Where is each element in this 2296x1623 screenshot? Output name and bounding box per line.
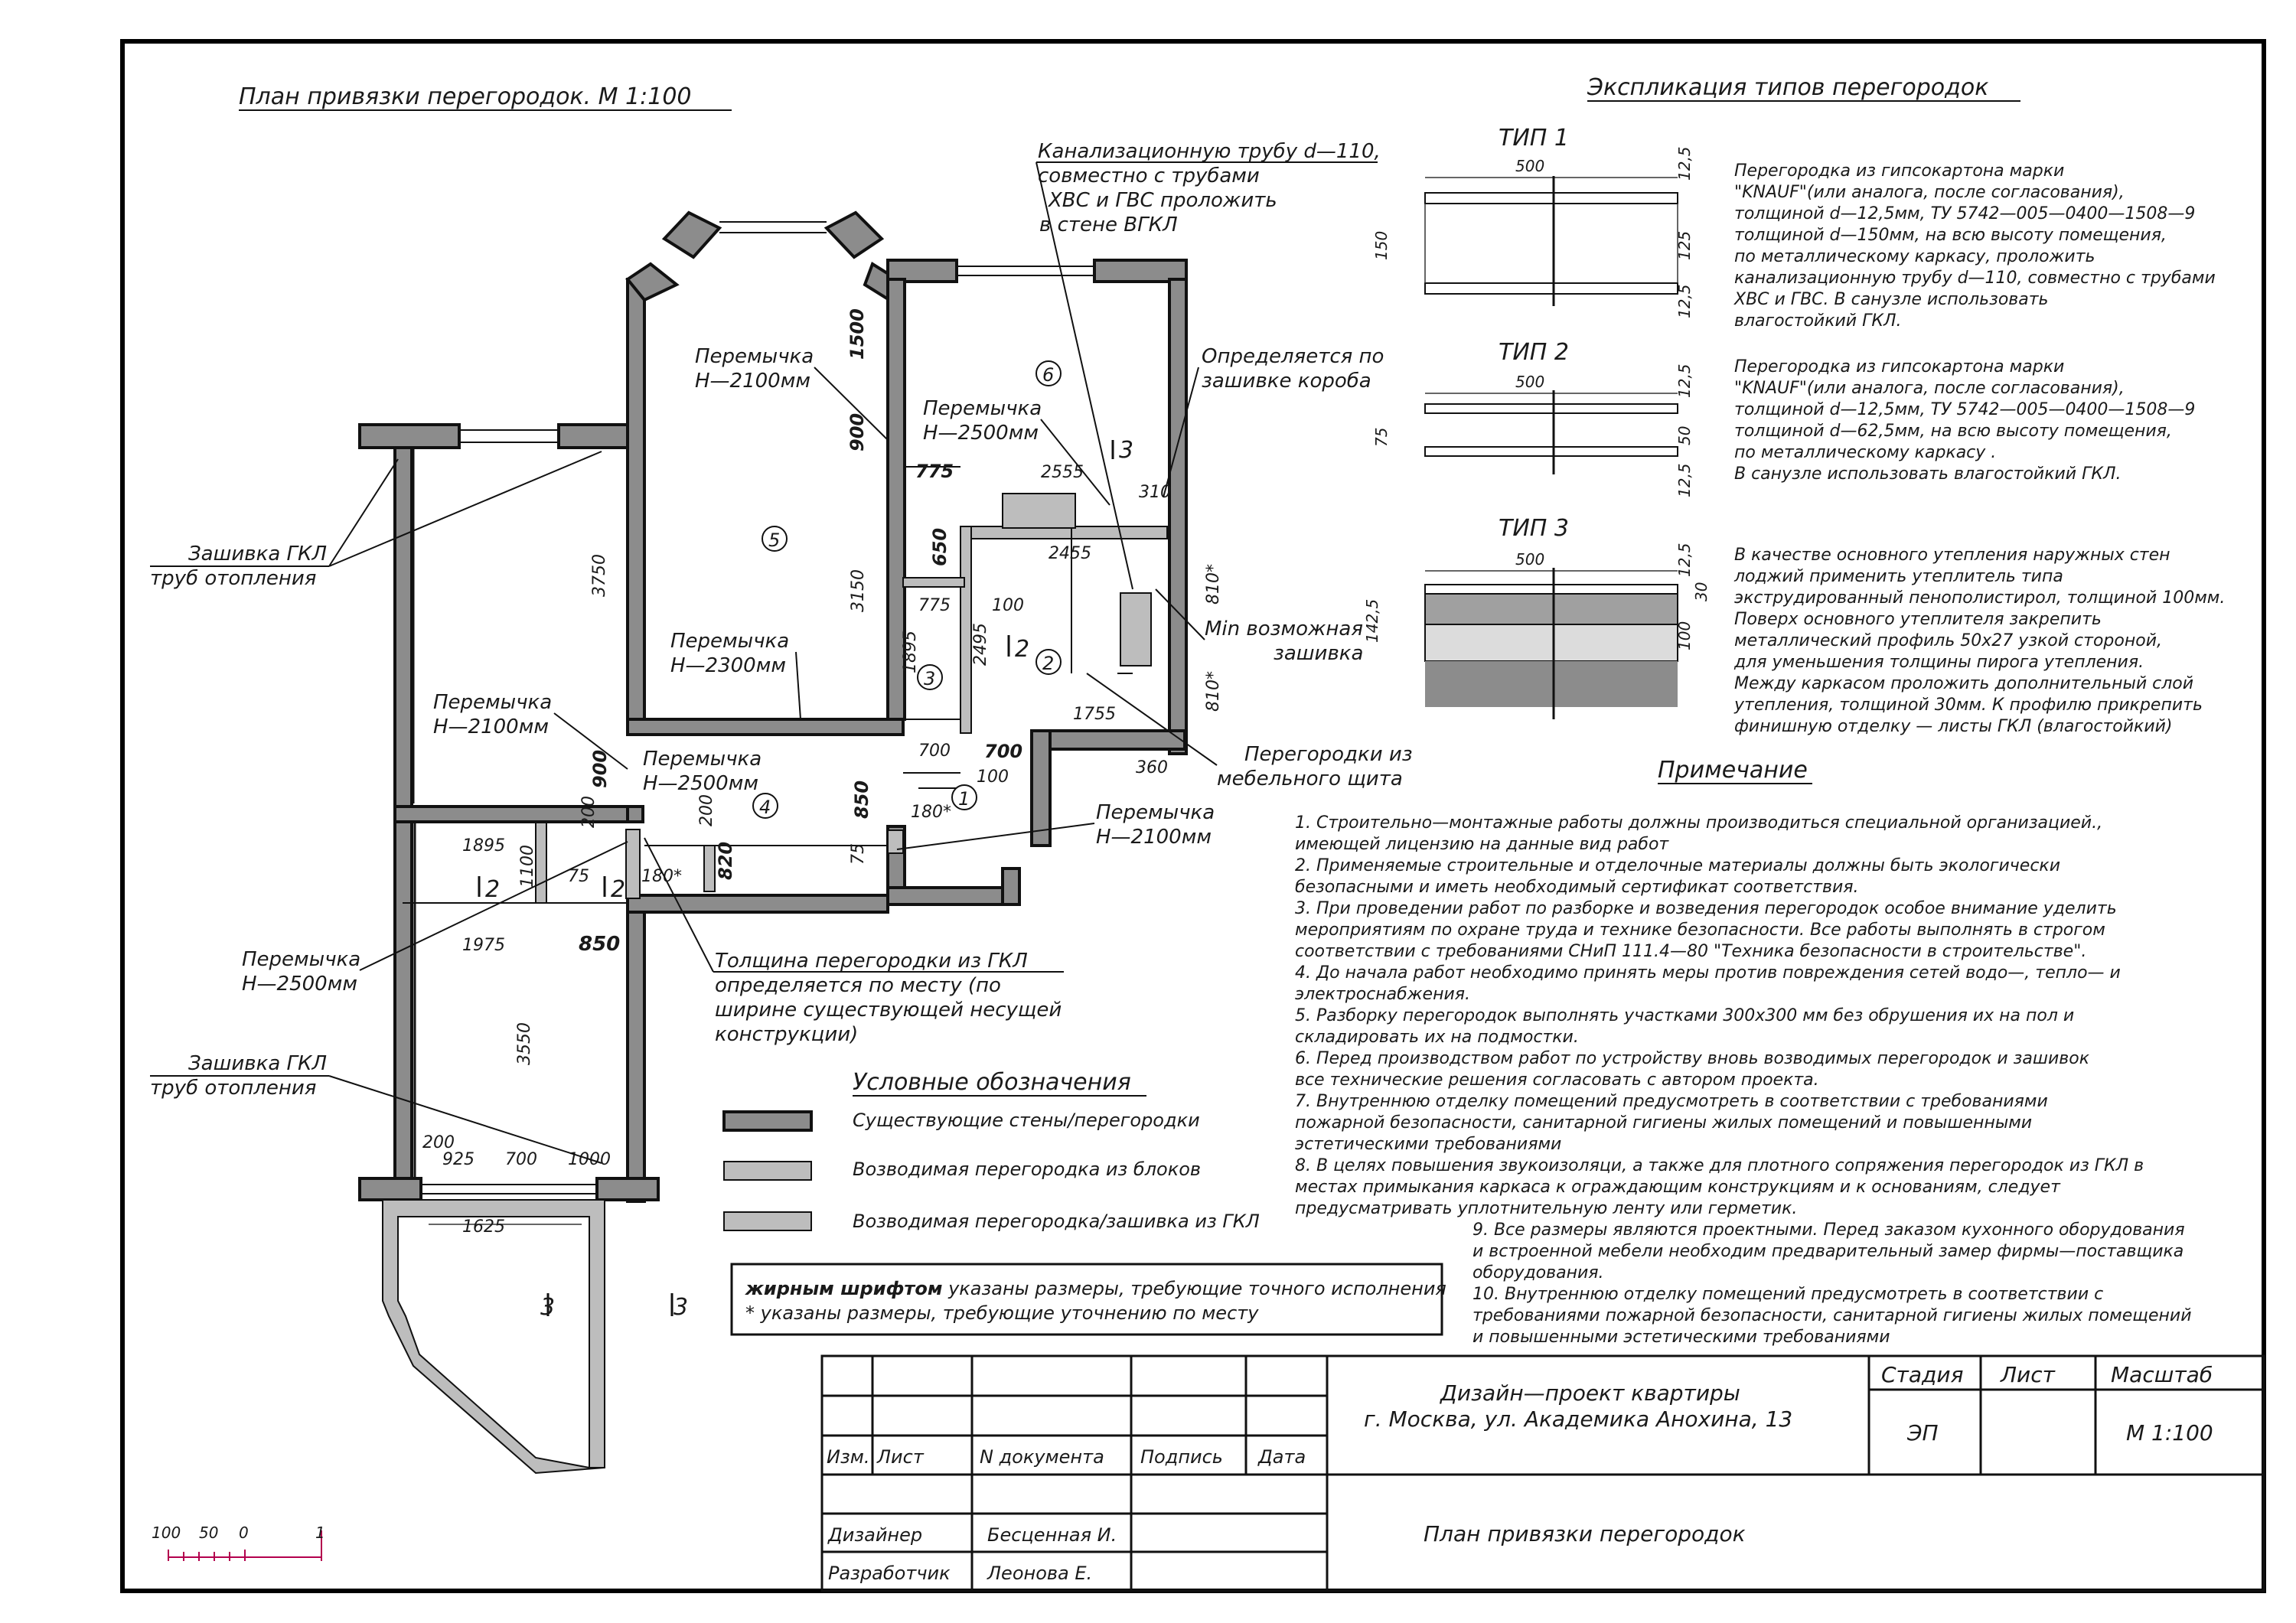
svg-text:8. В целях повышения звукоизол: 8. В целях повышения звукоизоляци, а также для плотного сопряжения перегородок из ГКЛ в	[1295, 1156, 2144, 1175]
svg-text:650: 650	[929, 527, 951, 566]
svg-text:Перемычка: Перемычка	[923, 397, 1042, 420]
svg-text:2: 2	[611, 876, 626, 903]
svg-text:Н—2500мм: Н—2500мм	[242, 973, 357, 996]
svg-text:электроснабжения.: электроснабжения.	[1295, 985, 1470, 1004]
svg-text:810*: 810*	[1204, 671, 1223, 712]
svg-text:Н—2500мм: Н—2500мм	[923, 422, 1039, 445]
svg-text:2: 2	[485, 876, 501, 903]
svg-text:1755: 1755	[1073, 705, 1116, 724]
room-4: 4	[759, 797, 771, 818]
svg-text:Зашивка ГКЛ: Зашивка ГКЛ	[188, 1052, 328, 1075]
svg-text:толщиной d—12,5мм, ТУ 5742—005: толщиной d—12,5мм, ТУ 5742—005—0400—1508—9	[1734, 400, 2196, 419]
svg-text:Дизайнер: Дизайнер	[828, 1524, 923, 1546]
svg-text:Н—2100мм: Н—2100мм	[433, 715, 549, 738]
svg-text:безопасными и иметь необходимы: безопасными и иметь необходимый сертификат соответствия.	[1295, 878, 1859, 897]
svg-text:3750: 3750	[590, 554, 609, 597]
room-1: 1	[958, 788, 970, 810]
svg-text:Канализационную трубу d—110,: Канализационную трубу d—110,	[1038, 140, 1381, 163]
svg-text:"KNAUF"(или аналога, после сог: "KNAUF"(или аналога, после согласования),	[1734, 379, 2125, 398]
svg-text:В санузле использовать влагост: В санузле использовать влагостойкий ГКЛ.	[1734, 464, 2122, 484]
svg-text:75: 75	[568, 867, 589, 886]
svg-text:N документа: N документа	[980, 1446, 1104, 1468]
svg-text:оборудования.: оборудования.	[1473, 1263, 1604, 1282]
svg-text:180*: 180*	[641, 867, 682, 886]
svg-text:Масштаб: Масштаб	[2111, 1362, 2213, 1387]
svg-text:ТИП 1: ТИП 1	[1499, 125, 1569, 152]
svg-text:Перемычка: Перемычка	[695, 345, 814, 368]
svg-text:1500: 1500	[846, 308, 868, 360]
svg-text:2555: 2555	[1041, 463, 1084, 482]
svg-text:500: 500	[1515, 550, 1545, 569]
svg-text:775: 775	[918, 596, 951, 615]
svg-text:совместно с трубами: совместно с трубами	[1038, 165, 1260, 187]
svg-text:200: 200	[697, 794, 716, 826]
svg-text:925: 925	[442, 1150, 475, 1169]
svg-text:0: 0	[239, 1524, 249, 1542]
svg-text:Возводимая перегородка/зашивка: Возводимая перегородка/зашивка из ГКЛ	[853, 1211, 1260, 1232]
svg-text:12,5: 12,5	[1675, 363, 1694, 398]
svg-text:толщиной d—62,5мм, на всю высо: толщиной d—62,5мм, на всю высоту помещения,	[1734, 422, 2172, 441]
notes-title: Примечание	[1658, 757, 1808, 784]
svg-text:850: 850	[579, 933, 621, 956]
svg-text:зашивка: зашивка	[1274, 642, 1364, 665]
svg-text:1975: 1975	[462, 936, 505, 955]
svg-text:Лист: Лист	[2001, 1362, 2055, 1387]
svg-text:200: 200	[579, 796, 598, 828]
svg-text:Лист: Лист	[877, 1446, 924, 1468]
svg-text:влагостойкий ГКЛ.: влагостойкий ГКЛ.	[1734, 311, 1902, 331]
svg-text:1625: 1625	[462, 1217, 505, 1237]
svg-text:700: 700	[505, 1150, 537, 1169]
svg-text:Бесценная И.: Бесценная И.	[987, 1524, 1117, 1546]
svg-text:50: 50	[1675, 425, 1694, 445]
svg-text:775: 775	[915, 461, 954, 482]
svg-text:1. Строительно—монтажные работ: 1. Строительно—монтажные работы должны производиться специальной организацией.,	[1295, 813, 2103, 833]
svg-text:Н—2500мм: Н—2500мм	[643, 772, 758, 795]
svg-text:Дата: Дата	[1258, 1446, 1306, 1468]
svg-text:2. Применяемые строительные и: 2. Применяемые строительные и отделочные материалы должны быть экологически	[1295, 856, 2061, 875]
svg-text:Н—2100мм: Н—2100мм	[1096, 826, 1212, 849]
svg-text:Стадия: Стадия	[1881, 1362, 1964, 1387]
svg-text:10. Внутреннюю отделку помещен: 10. Внутреннюю отделку помещений предусмотреть в соответствии с	[1473, 1285, 2104, 1304]
svg-text:7. Внутреннюю отделку помещени: 7. Внутреннюю отделку помещений предусмотреть в соответствии с требованиями	[1295, 1092, 2048, 1111]
svg-text:12,5: 12,5	[1675, 146, 1694, 181]
svg-text:500: 500	[1515, 373, 1545, 391]
svg-text:труб отопления: труб отопления	[150, 1077, 317, 1100]
svg-text:75: 75	[1372, 427, 1391, 447]
svg-text:финишную отделку — листы ГКЛ (: финишную отделку — листы ГКЛ (влагостойкий)	[1734, 717, 2173, 736]
svg-text:4. До начала работ необходимо: 4. До начала работ необходимо принять меры против повреждения сетей водо—, тепло— и	[1295, 963, 2121, 983]
svg-text:2: 2	[1015, 636, 1030, 663]
svg-text:500: 500	[1515, 157, 1545, 175]
svg-text:900: 900	[846, 412, 868, 451]
svg-text:3: 3	[540, 1294, 556, 1321]
svg-text:толщиной d—150мм, на всю высот: толщиной d—150мм, на всю высоту помещения,	[1734, 226, 2167, 245]
svg-text:1895: 1895	[462, 836, 505, 855]
svg-text:Разработчик: Разработчик	[828, 1563, 951, 1584]
svg-text:М 1:100: М 1:100	[2126, 1420, 2213, 1445]
svg-text:экструдированный пенополистиро: экструдированный пенополистирол, толщиной 100мм.	[1734, 588, 2226, 608]
room-2: 2	[1042, 653, 1055, 674]
svg-text:ТИП 3: ТИП 3	[1499, 515, 1569, 542]
svg-text:850: 850	[851, 780, 872, 819]
plan-title: План привязки перегородок. М 1:100	[239, 83, 692, 110]
svg-text:и встроенной мебели необходим: и встроенной мебели необходим предварительный замер фирмы—поставщика	[1473, 1242, 2184, 1261]
svg-text:Перегородка из гипсокартона ма: Перегородка из гипсокартона марки	[1734, 161, 2065, 181]
svg-text:180*: 180*	[911, 803, 951, 822]
svg-text:9. Все размеры являются проект: 9. Все размеры являются проектными. Перед заказом кухонного оборудования	[1473, 1221, 2185, 1240]
svg-text:труб отопления: труб отопления	[150, 567, 317, 590]
svg-text:мебельного щита: мебельного щита	[1217, 768, 1403, 790]
svg-text:1000: 1000	[568, 1150, 611, 1169]
svg-text:соответствии с требованиями СН: соответствии с требованиями СНиП 111.4—80 "Техника безопасности в строительстве".	[1295, 942, 2087, 961]
svg-text:360: 360	[1136, 758, 1168, 777]
svg-text:Н—2300мм: Н—2300мм	[670, 654, 786, 677]
svg-text:1895: 1895	[901, 631, 920, 673]
svg-text:складировать их на подмостки.: складировать их на подмостки.	[1295, 1028, 1579, 1047]
svg-text:Определяется по: Определяется по	[1202, 345, 1384, 368]
svg-text:эстетическими требованиями: эстетическими требованиями	[1295, 1135, 1562, 1154]
svg-text:Н—2100мм: Н—2100мм	[695, 370, 810, 393]
svg-text:по металлическому каркасу, про: по металлическому каркасу, проложить	[1734, 247, 2095, 266]
svg-text:Перемычка: Перемычка	[242, 948, 361, 971]
svg-text:1: 1	[315, 1524, 325, 1542]
svg-text:пожарной безопасности, санитар: пожарной безопасности, санитарной гигиены жилых помещений и повышенными	[1295, 1113, 2033, 1133]
legend-title: Условные обозначения	[853, 1069, 1131, 1096]
svg-text:100: 100	[1675, 621, 1694, 650]
svg-text:Перемычка: Перемычка	[433, 691, 553, 714]
svg-text:жирным шрифтом указаны размеры: жирным шрифтом указаны размеры, требующие точного исполнения	[745, 1278, 1446, 1299]
svg-text:Перегородки из: Перегородки из	[1244, 743, 1413, 766]
svg-text:Зашивка ГКЛ: Зашивка ГКЛ	[188, 543, 328, 565]
svg-text:г. Москва, ул. Академика Анохи: г. Москва, ул. Академика Анохина, 13	[1364, 1406, 1793, 1432]
svg-text:310: 310	[1139, 483, 1171, 502]
room-6: 6	[1042, 364, 1055, 386]
svg-text:утепления, толщиной 30мм. К пр: утепления, толщиной 30мм. К профилю прикрепить	[1734, 696, 2203, 715]
svg-text:125: 125	[1675, 230, 1694, 260]
svg-text:требованиями пожарной безопасн: требованиями пожарной безопасности, санитарной гигиены жилых помещений	[1473, 1306, 2192, 1325]
svg-text:100: 100	[992, 596, 1024, 615]
svg-text:30: 30	[1692, 582, 1711, 601]
svg-text:Перемычка: Перемычка	[1096, 801, 1215, 824]
svg-text:конструкции): конструкции)	[715, 1023, 859, 1046]
svg-text:определяется по месту (по: определяется по месту (по	[715, 974, 1001, 997]
svg-text:100: 100	[152, 1524, 181, 1542]
room-3: 3	[924, 668, 936, 689]
svg-text:50: 50	[199, 1524, 219, 1542]
svg-text:местах примыкания каркаса к ог: местах примыкания каркаса к ограждающим конструкциям и к основаниям, следует	[1295, 1178, 2060, 1197]
svg-text:6. Перед производством работ п: 6. Перед производством работ по устройству вновь возводимых перегородок и зашивок	[1295, 1049, 2089, 1068]
svg-text:Перемычка: Перемычка	[670, 630, 790, 653]
svg-text:ширине существующей несущей: ширине существующей несущей	[715, 999, 1062, 1022]
room-5: 5	[768, 530, 781, 551]
svg-text:1100: 1100	[518, 845, 537, 888]
svg-text:700: 700	[984, 741, 1023, 762]
svg-text:2495: 2495	[971, 623, 990, 666]
svg-text:лоджий применить утеплитель ти: лоджий применить утеплитель типа	[1734, 567, 2063, 586]
svg-text:12,5: 12,5	[1675, 463, 1694, 497]
svg-text:3: 3	[1119, 437, 1134, 464]
svg-text:820: 820	[715, 841, 736, 880]
svg-text:12,5: 12,5	[1675, 284, 1694, 318]
svg-text:ТИП 2: ТИП 2	[1499, 339, 1569, 366]
svg-text:для уменьшения толщины пирога: для уменьшения толщины пирога утепления.	[1734, 653, 2144, 672]
svg-text:предусматривать уплотнительную: предусматривать уплотнительную ленту или герметик.	[1295, 1199, 1798, 1218]
svg-text:ХВС и ГВС проложить: ХВС и ГВС проложить	[1049, 189, 1277, 212]
svg-text:Дизайн—проект квартиры: Дизайн—проект квартиры	[1440, 1380, 1740, 1406]
svg-text:и повышенными эстетическими тр: и повышенными эстетическими требованиями	[1473, 1328, 1890, 1347]
svg-text:по металлическому каркасу .: по металлическому каркасу .	[1734, 443, 1997, 462]
svg-text:Леонова Е.: Леонова Е.	[987, 1563, 1093, 1584]
svg-text:ЭП: ЭП	[1907, 1420, 1939, 1445]
svg-text:Изм.: Изм.	[827, 1446, 870, 1468]
svg-text:Подпись: Подпись	[1140, 1446, 1223, 1468]
svg-text:зашивке короба: зашивке короба	[1202, 370, 1371, 393]
svg-text:Возводимая перегородка из блок: Возводимая перегородка из блоков	[853, 1159, 1202, 1180]
svg-text:в стене ВГКЛ: в стене ВГКЛ	[1039, 213, 1178, 236]
svg-text:Перегородка из гипсокартона ма: Перегородка из гипсокартона марки	[1734, 357, 2065, 376]
svg-text:3550: 3550	[515, 1022, 534, 1065]
svg-text:Поверх основного утеплителя за: Поверх основного утеплителя закрепить	[1734, 610, 2102, 629]
svg-text:810*: 810*	[1204, 564, 1223, 605]
svg-text:мероприятиям по охране труда и: мероприятиям по охране труда и технике безопасности. Все работы выполнять в строгом	[1295, 921, 2105, 940]
svg-text:Существующие стены/перегородки: Существующие стены/перегородки	[853, 1110, 1200, 1131]
svg-text:5. Разборку перегородок выполн: 5. Разборку перегородок выполнять участками 300х300 мм без обрушения их на пол и	[1295, 1006, 2075, 1025]
svg-text:100: 100	[977, 768, 1009, 787]
svg-text:Толщина перегородки из ГКЛ: Толщина перегородки из ГКЛ	[715, 950, 1028, 973]
svg-text:2455: 2455	[1049, 544, 1091, 563]
svg-text:75: 75	[849, 843, 868, 865]
svg-text:"KNAUF"(или аналога, после сог: "KNAUF"(или аналога, после согласования),	[1734, 183, 2125, 202]
svg-text:150: 150	[1372, 230, 1391, 260]
svg-text:ХВС и ГВС. В санузле использов: ХВС и ГВС. В санузле использовать	[1734, 290, 2049, 309]
svg-text:План привязки перегородок: План привязки перегородок	[1424, 1521, 1746, 1546]
svg-text:канализационную трубу d—110, с: канализационную трубу d—110, совместно с трубами	[1734, 269, 2216, 288]
svg-text:В качестве основного утепления: В качестве основного утепления наружных стен	[1734, 546, 2170, 565]
svg-text:12,5: 12,5	[1675, 543, 1694, 577]
svg-text:3: 3	[673, 1294, 689, 1321]
svg-text:Между каркасом проложить допол: Между каркасом проложить дополнительный слой	[1734, 674, 2194, 693]
svg-text:3150: 3150	[849, 569, 868, 612]
svg-text:имеющей лицензию на данные вид: имеющей лицензию на данные вид работ	[1295, 835, 1669, 854]
svg-text:700: 700	[918, 741, 951, 761]
svg-text:3. При проведении работ по раз: 3. При проведении работ по разборке и возведения перегородок особое внимание уделить	[1295, 899, 2117, 918]
svg-text:Перемычка: Перемычка	[643, 748, 762, 771]
svg-text:142,5: 142,5	[1363, 598, 1381, 643]
svg-text:металлический профиль 50х27 уз: металлический профиль 50х27 узкой стороной,	[1734, 631, 2162, 650]
svg-text:толщиной d—12,5мм, ТУ 5742—005: толщиной d—12,5мм, ТУ 5742—005—0400—1508—9	[1734, 204, 2196, 223]
svg-text:* указаны размеры, требующие у: * указаны размеры, требующие уточнению по месту	[745, 1302, 1259, 1324]
svg-text:все технические решения соглас: все технические решения согласовать с автором проекта.	[1295, 1071, 1819, 1090]
svg-text:Min возможная: Min возможная	[1205, 618, 1363, 640]
svg-text:200: 200	[422, 1133, 455, 1152]
explication-title: Экспликация типов перегородок	[1587, 74, 1989, 101]
svg-text:900: 900	[589, 749, 611, 788]
